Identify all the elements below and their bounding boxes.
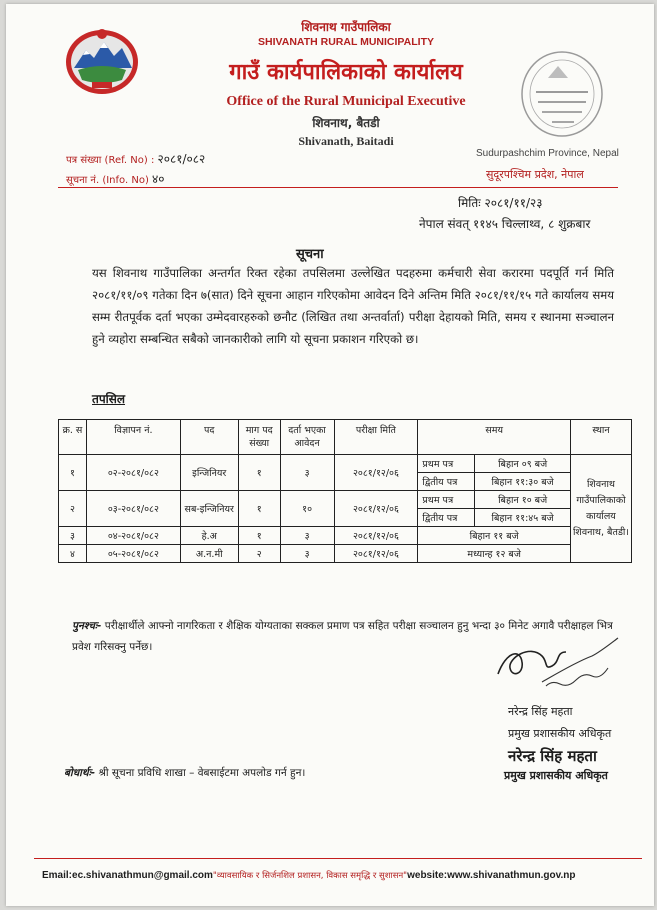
col-adv: विज्ञापन नं. (86, 420, 180, 455)
notice-page (6, 4, 654, 906)
cc-line (64, 766, 305, 780)
office-seal-stamp (518, 48, 606, 140)
cell-post: अ.न.मी (180, 545, 238, 563)
cell-sn: ४ (59, 545, 87, 563)
cell-post: इन्जिनियर (180, 455, 238, 491)
cell-paper-time: बिहान ११:३० बजे (475, 473, 571, 491)
info-label: सूचना नं. (Info. No) (66, 175, 149, 186)
col-sn: क्र. स (59, 420, 87, 455)
cell-demand: १ (238, 527, 280, 545)
info-value: ४० (152, 172, 165, 186)
col-exam-date: परीक्षा मिति (334, 420, 418, 455)
signatory-stamp-designation: प्रमुख प्रशासकीय अधिकृत (504, 769, 608, 782)
ref-label: पत्र संख्या (Ref. No) : (66, 155, 155, 166)
cell-place: शिवनाथ गाउँपालिकाको कार्यालय शिवनाथ, बैतडी। (570, 455, 631, 563)
cell-paper-time: बिहान ०९ बजे (475, 455, 571, 473)
signatory-designation: प्रमुख प्रशासकीय अधिकृत (508, 727, 612, 740)
footer-slogan: "व्यावसायिक र सिर्जनशिल प्रशासन, विकास समृद्धि र सुशासन" (212, 871, 408, 881)
cell-time: मध्यान्ह १२ बजे (418, 545, 571, 563)
cell-post: सब-इन्जिनियर (180, 491, 238, 527)
cell-date: २०८१/१२/०६ (334, 527, 418, 545)
cell-applied: ३ (280, 455, 334, 491)
cell-adv: ०४-२०८१/०८२ (86, 527, 180, 545)
office-name-nepali: शिवनाथ गाउँपालिका (301, 20, 391, 34)
cell-sn: २ (59, 491, 87, 527)
executive-office-nepali: गाउँ कार्यपालिकाको कार्यालय (229, 60, 463, 85)
postscript-text: परीक्षार्थीले आफ्नो नागरिकता र शैक्षिक योग्यताका सक्कल प्रमाण पत्र सहित परीक्षा सञ्चालन हुनु भन्दा ३० मिनेट अगावै परीक्षाहल भित्र प्रवेश गरिसक्नु पर्नेछ। (72, 620, 613, 653)
cell-applied: ३ (280, 527, 334, 545)
cell-adv: ०५-२०८१/०८२ (86, 545, 180, 563)
nepal-emblem-icon (64, 24, 140, 96)
col-place: स्थान (570, 420, 631, 455)
cell-date: २०८१/१२/०६ (334, 545, 418, 563)
handwritten-signature (486, 622, 626, 692)
footer-website: website:www.shivanathmun.gov.np (407, 870, 576, 881)
cc-text: श्री सूचना प्रविधि शाखा – वेबसाईटमा अपलोड गर्न हुन। (98, 767, 306, 779)
cell-paper-label: द्वितीय पत्र (418, 509, 475, 527)
col-applied: दर्ता भएका आवेदन (280, 420, 334, 455)
cell-time: बिहान ११ बजे (418, 527, 571, 545)
cell-demand: २ (238, 545, 280, 563)
notice-body: यस शिवनाथ गाउँपालिका अन्तर्गत रिक्त रहेका तपसिलमा उल्लेखित पदहरुमा कर्मचारी सेवा करारमा पदपूर्ति गर्न मिति २०८१/११/०९ गतेका दिन ७(सात) दिने सूचना आहान गरिएकोमा आवेदन दिने अन्तिम मिति २०८१/११/१५ गते कार्यालय समय सम्म रीतपूर्वक दर्ता भएका उम्मेदवारहरुको छनौट (लिखित तथा अन्तर्वार्ता) परीक्षा देहायको मिति, समय र स्थानमा सञ्चालन हुने व्यहोरा सम्बन्धित सबैको जानकारीको लागि यो सूचना प्रकाशन गरिएको छ। (92, 266, 614, 346)
cell-adv: ०२-२०८१/०८२ (86, 455, 180, 491)
col-post: पद (180, 420, 238, 455)
exam-schedule-table (58, 419, 632, 563)
cell-demand: १ (238, 455, 280, 491)
notice-date: मितिः २०८१/११/२३ (458, 196, 543, 210)
notice-title: सूचना (296, 247, 324, 262)
signatory-name: नरेन्द्र सिंह महता (508, 705, 573, 718)
table-row (59, 455, 632, 473)
ref-value: २०८१/०८२ (157, 152, 206, 166)
col-demand: माग पद संख्या (238, 420, 280, 455)
table-heading: तपसिल (92, 392, 126, 406)
cell-date: २०८१/१२/०६ (334, 491, 418, 527)
table-header-row (59, 420, 632, 455)
province-english: Sudurpashchim Province, Nepal (476, 148, 619, 159)
table-row (59, 491, 632, 509)
cell-adv: ०३-२०८१/०८२ (86, 491, 180, 527)
cell-date: २०८१/१२/०६ (334, 455, 418, 491)
cell-applied: १० (280, 491, 334, 527)
cell-paper-time: बिहान ११:४५ बजे (475, 509, 571, 527)
province-nepali: सुदूरपश्चिम प्रदेश, नेपाल (486, 168, 584, 181)
cc-label: बोधार्थः- (64, 767, 96, 779)
cell-paper-label: प्रथम पत्र (418, 455, 475, 473)
reference-number (66, 150, 205, 167)
cell-paper-label: द्वितीय पत्र (418, 473, 475, 491)
address-english: Shivanath, Baitadi (298, 134, 394, 148)
cell-sn: ३ (59, 527, 87, 545)
cell-demand: १ (238, 491, 280, 527)
info-number (66, 170, 165, 187)
postscript-label: पुनश्चः- (72, 620, 102, 632)
cell-applied: ३ (280, 545, 334, 563)
nepal-sambat-date: नेपाल संवत् ११४५ चिल्लाथ्व, ८ शुक्रबार (419, 217, 591, 231)
footer-email: Email:ec.shivanathmun@gmail.com (42, 870, 213, 881)
footer (42, 870, 642, 881)
address-nepali: शिवनाथ, बैतडी (312, 116, 380, 130)
office-name-english: SHIVANATH RURAL MUNICIPALITY (258, 36, 434, 48)
header-divider (58, 187, 618, 188)
cell-paper-time: बिहान १० बजे (475, 491, 571, 509)
cell-post: हे.अ (180, 527, 238, 545)
executive-office-english: Office of the Rural Municipal Executive (226, 94, 466, 109)
cell-sn: १ (59, 455, 87, 491)
cell-paper-label: प्रथम पत्र (418, 491, 475, 509)
col-time: समय (418, 420, 571, 455)
footer-divider (34, 858, 642, 859)
signatory-stamp-name: नरेन्द्र सिंह महता (508, 747, 597, 765)
